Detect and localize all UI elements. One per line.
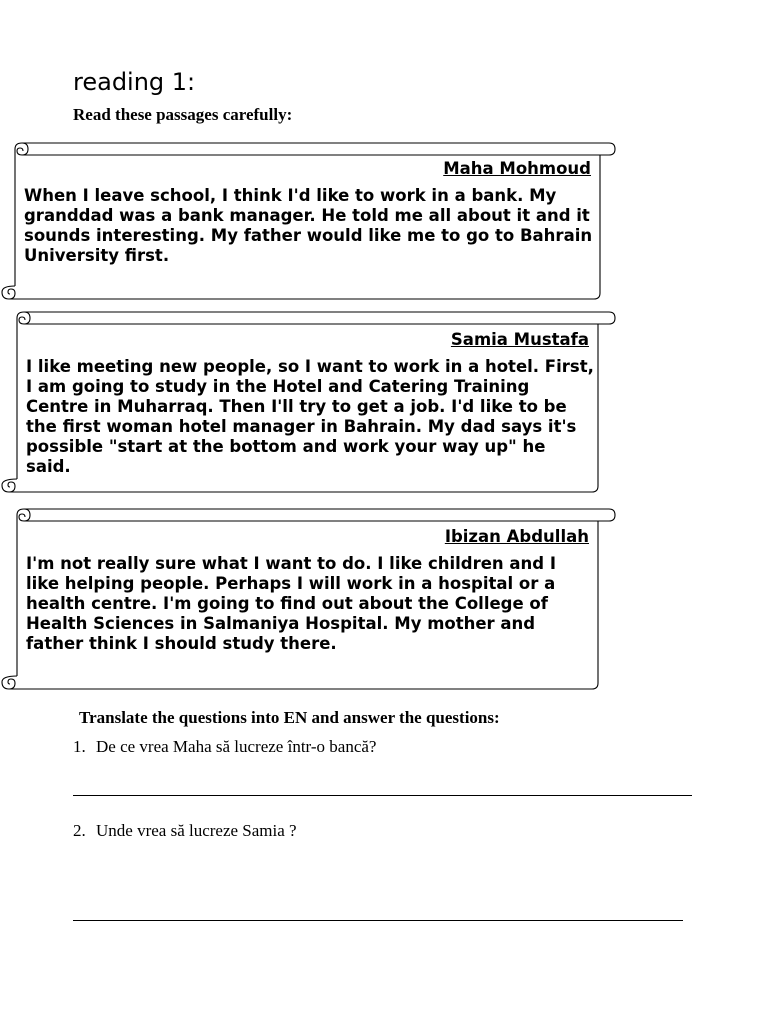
passage-author: Samia Mustafa	[450, 330, 589, 349]
passage-text: When I leave school, I think I'd like to work in a bank. My granddad was a bank manager. He told me all about it and it sounds interesting. My father would like me to go to Bahrain University first.	[24, 186, 593, 265]
question-item	[73, 820, 297, 842]
answer-line[interactable]	[73, 920, 683, 921]
passage-author: Ibizan Abdullah	[444, 527, 589, 546]
question-item	[73, 736, 376, 758]
passage-text: I'm not really sure what I want to do. I like children and I like helping people. Perhaps I will work in a hospital or a health centre. I'm going to find out about the College of Health Sciences in Salmaniya Hospital. My mother and father think I should study there.	[26, 554, 556, 653]
passage-scroll	[0, 140, 620, 304]
passage-author: Maha Mohmoud	[443, 159, 591, 178]
question-number: 1.	[73, 737, 86, 756]
question-number: 2.	[73, 821, 86, 840]
question-text: De ce vrea Maha să lucreze într-o bancă?	[96, 737, 377, 756]
instructions-heading: Read these passages carefully:	[73, 105, 293, 124]
passage-scroll	[0, 309, 620, 497]
passage-scroll	[0, 506, 620, 694]
question-text: Unde vrea să lucreze Samia ?	[96, 821, 297, 840]
passage-text: I like meeting new people, so I want to work in a hotel. First, I am going to study in the Hotel and Catering Training Centre in Muharraq. Then I'll try to get a job. I'd like to be the first woman hotel manager in Bahrain. My dad says it's possible "start at the bottom and work your way up" he said.	[26, 357, 594, 476]
questions-instruction: Translate the questions into EN and answer the questions:	[79, 708, 500, 727]
answer-line[interactable]	[73, 795, 692, 796]
page-title: reading 1:	[73, 68, 196, 96]
